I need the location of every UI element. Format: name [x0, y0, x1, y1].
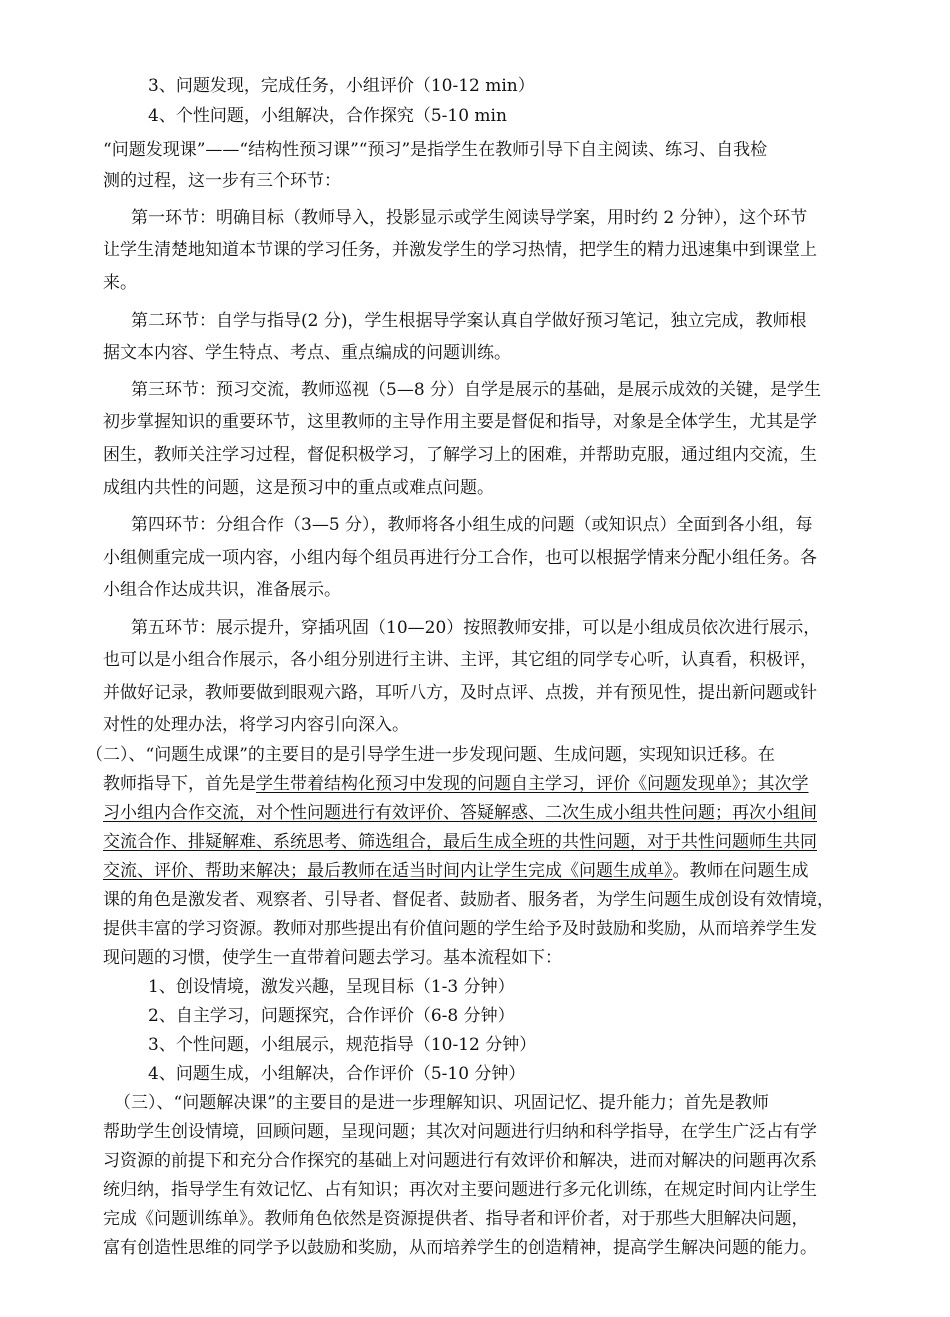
text-line: 第五环节：展示提升，穿插巩固（10—20）按照教师安排，可以是小组成员依次进行展示，: [131, 618, 821, 638]
text-line: 第四环节：分组合作（3—5 分），教师将各小组生成的问题（或知识点）全面到各小组，每: [131, 515, 813, 535]
text-line: [103, 832, 817, 852]
text-line: [103, 803, 817, 823]
text-line: （二）、“问题生成课”的主要目的是引导学生进一步发现问题、生成问题，实现知识迁移。在: [86, 745, 775, 765]
text-line: 富有创造性思维的同学予以鼓励和奖励，从而培养学生的创造精神，提高学生解决问题的能力。: [103, 1238, 817, 1258]
text-line: 小组侧重完成一项内容，小组内每个组员再进行分工合作，也可以根据学情来分配小组任务。各: [103, 548, 817, 568]
text-line: 对性的处理办法，将学习内容引向深入。: [103, 715, 409, 735]
text-line: 交流、评价、帮助来解决；最后教师在适当时间内让学生完成《问题生成单》。教师在问题生成: [103, 861, 809, 881]
text-line: 3、个性问题，小组展示，规范指导（10-12 分钟）: [148, 1035, 537, 1055]
underlined-text: 交流、评价、帮助来解决；最后教师在适当时间内让学生完成《问题生成单》: [103, 861, 673, 881]
text-line: 4、个性问题，小组解决，合作探究（5-10 min: [148, 106, 507, 126]
text-line: 第二环节：自学与指导(2 分)，学生根据导学案认真自学做好预习笔记，独立完成，教师根: [131, 311, 807, 331]
text-line: 3、问题发现，完成任务，小组评价（10-12 min）: [148, 76, 535, 96]
underlined-text: 习小组内合作交流，对个性问题进行有效评价、答疑解惑、二次生成小组共性问题；再次小组间: [103, 803, 817, 823]
text-line: 据文本内容、学生特点、考点、重点编成的问题训练。: [103, 343, 511, 363]
text-line: 第三环节：预习交流，教师巡视（5—8 分）自学是展示的基础，是展示成效的关键，是学生: [131, 380, 822, 400]
text-line: 成组内共性的问题，这是预习中的重点或难点问题。: [103, 478, 494, 498]
text-line: 现问题的习惯，使学生一直带着问题去学习。基本流程如下：: [103, 948, 562, 968]
text-line: 课的角色是激发者、观察者、引导者、督促者、鼓励者、服务者，为学生问题生成创设有效情境，: [103, 890, 834, 910]
text-line: 完成《问题训练单》。教师角色依然是资源提供者、指导者和评价者，对于那些大胆解决问题，: [103, 1209, 809, 1229]
text-line: 让学生清楚地知道本节课的学习任务，并激发学生的学习热情，把学生的精力迅速集中到课堂上: [103, 240, 817, 260]
text-line: 第一环节：明确目标（教师导入，投影显示或学生阅读导学案，用时约 2 分钟），这个环节: [131, 208, 808, 228]
text-line: 困生，教师关注学习过程，督促积极学习，了解学习上的困难，并帮助克服，通过组内交流，生: [103, 445, 817, 465]
text-line: 初步掌握知识的重要环节，这里教师的主导作用主要是督促和指导，对象是全体学生，尤其是学: [103, 412, 817, 432]
text-line: 测的过程，这一步有三个环节：: [103, 171, 341, 191]
text-line: 2、自主学习，问题探究，合作评价（6-8 分钟）: [148, 1006, 515, 1026]
text-line: 教师指导下，首先是学生带着结构化预习中发现的问题自主学习，评价《问题发现单》；其次学: [103, 774, 809, 794]
text-line: 统归纳，指导学生有效记忆、占有知识；再次对主要问题进行多元化训练，在规定时间内让学生: [103, 1180, 817, 1200]
text-line: “问题发现课”——“结构性预习课”“预习”是指学生在教师引导下自主阅读、练习、自我检: [103, 140, 768, 160]
text-line: 也可以是小组合作展示，各小组分别进行主讲、主评，其它组的同学专心听，认真看，积极评，: [103, 650, 817, 670]
text-line: 提供丰富的学习资源。教师对那些提出有价值问题的学生给予及时鼓励和奖励，从而培养学生发: [103, 919, 817, 939]
text-line: 小组合作达成共识，准备展示。: [103, 580, 341, 600]
text-line: 帮助学生创设情境，回顾问题，呈现问题；其次对问题进行归纳和科学指导，在学生广泛占有学: [103, 1122, 817, 1142]
text-line: （三）、“问题解决课”的主要目的是进一步理解知识、巩固记忆、提升能力；首先是教师: [114, 1093, 769, 1113]
text-line: 1、创设情境，激发兴趣，呈现目标（1-3 分钟）: [148, 977, 515, 997]
text-line: 4、问题生成，小组解决，合作评价（5-10 分钟）: [148, 1064, 526, 1084]
underlined-text: 学生带着结构化预习中发现的问题自主学习，评价《问题发现单》；其次学: [256, 774, 809, 794]
underlined-text: 交流合作、排疑解难、系统思考、筛选组合，最后生成全班的共性问题，对于共性问题师生共同: [103, 832, 817, 852]
text-line: 来。: [103, 273, 137, 293]
text-line: 习资源的前提下和充分合作探究的基础上对问题进行有效评价和解决，进而对解决的问题再次系: [103, 1151, 817, 1171]
text-line: 并做好记录，教师要做到眼观六路，耳听八方，及时点评、点拨，并有预见性，提出新问题或针: [103, 683, 817, 703]
